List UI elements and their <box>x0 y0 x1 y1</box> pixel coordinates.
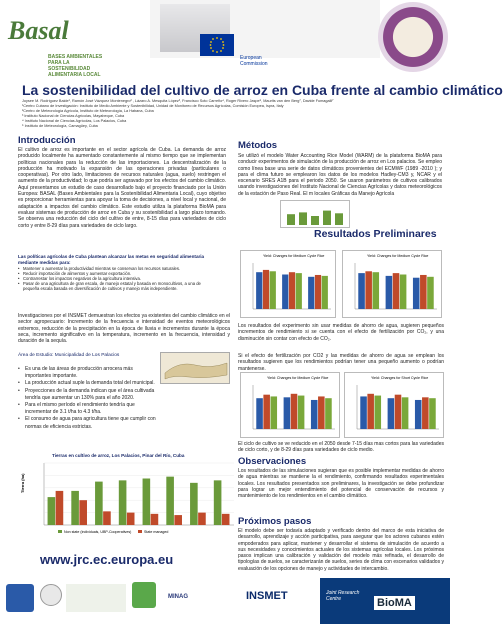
basal-logo-tagline: BASES AMBIENTALES PARA LA SOSTENIBILIDAD ALIMENTARIA LOCAL <box>48 54 103 78</box>
cooperation-logo <box>66 584 126 612</box>
bar <box>322 276 328 309</box>
bar-nonstate <box>71 491 79 525</box>
bar <box>289 272 295 309</box>
bar-nonstate <box>48 497 56 525</box>
policies-box <box>18 254 218 318</box>
bar-nonstate <box>119 480 127 525</box>
bar <box>365 271 372 309</box>
bioma-logo: BioMA <box>374 596 415 610</box>
bar-state <box>174 515 182 525</box>
bar <box>282 275 288 310</box>
policies-heading: Las políticas agrícolas de Cuba plantean alcanzar las metas en seguridad alimentaria mediante medidas para: <box>18 254 205 265</box>
next-steps-heading: Próximos pasos <box>238 516 312 527</box>
policies-list <box>18 266 218 291</box>
list-item: • Proyecciones de la demanda indican que el área cultivada tendría que aumentar un 130% para el año 2020. <box>18 388 158 402</box>
am-logo <box>132 582 156 608</box>
methods-inset-chart <box>280 200 350 228</box>
results-heading: Resultados Preliminares <box>314 228 437 240</box>
bar-nonstate <box>95 482 103 525</box>
bar <box>299 212 307 225</box>
poster-header <box>0 0 450 80</box>
chart-title: Yield: Changes for Medium Cycle Rice <box>263 254 325 258</box>
results-text-3: El ciclo de cultivo se ve reducido en el 2050 desde 7-15 días mas cortos para las variedades de ciclo corto, y de 8-29 días para variedades de ciclo medio. <box>238 441 444 454</box>
bar <box>367 394 374 429</box>
affiliation: ⁵ Instituto de Meteorología, Camagüey, Cuba <box>22 124 98 128</box>
bar <box>270 396 277 429</box>
chart-title: Tierras en cultivo de arroz, Los Palacios, Pinar del Río, Cuba <box>52 453 185 458</box>
list-item: • Pasar de una agricultura de gran escala, de manejo estatal y basada en monocultivos, a una de pequeña escala basada en diversificación de cultivos y manejo más independiente. <box>18 281 218 291</box>
bar-nonstate <box>214 480 222 525</box>
bar-nonstate <box>143 479 151 526</box>
bar <box>323 211 331 225</box>
legend-label-nonstate: Non state (individuals, UBP-Cooperatives) <box>64 530 132 534</box>
bar-state <box>79 500 87 525</box>
bar <box>298 396 305 429</box>
bar <box>325 398 332 429</box>
bar <box>263 270 269 309</box>
bar-state <box>56 491 64 525</box>
bar <box>311 216 319 225</box>
bar-nonstate <box>190 483 198 525</box>
bar <box>402 397 409 429</box>
bar <box>393 273 400 309</box>
basal-logo <box>8 8 108 78</box>
ec-name-line2: Commission <box>240 61 268 67</box>
bar-nonstate <box>166 477 174 525</box>
inset-chart-bars <box>287 211 343 225</box>
ec-name-line1: European <box>240 55 262 61</box>
undp-logo <box>6 584 34 612</box>
yield-chart-medium-1 <box>240 250 336 318</box>
study-area-list <box>18 366 158 431</box>
bar <box>311 400 318 429</box>
chart-bars <box>48 477 230 525</box>
yield-chart-short <box>344 372 444 438</box>
minag-logo: MINAG <box>168 594 188 600</box>
observations-text: Los resultados de las simulaciones sugieran que es posible implementar medidas de ahorro de agua mientras se mantiene la el rendimiento, confirmando resultados experimentales locales. Los resultados presentados son preliminares, la investigación se debe profundizar para lograr un mejor entendimiento del potencial de conservación de recursos y mantenimiento de los rendimientos en el cambio climático. <box>238 468 444 500</box>
bar <box>415 400 422 429</box>
bar <box>388 398 395 429</box>
footer-url[interactable]: www.jrc.ec.europa.eu <box>40 552 174 567</box>
bar <box>427 277 434 309</box>
chart-bars <box>253 263 331 309</box>
ec-name <box>240 55 268 67</box>
list-item: • La producción actual suple la demanda total del municipal. <box>18 380 158 387</box>
bar <box>296 273 302 309</box>
bar <box>270 271 276 309</box>
list-item: • Es una de las áreas de producción arrocera más importantes importante. <box>18 366 158 380</box>
eu-flag-icon <box>200 34 234 56</box>
study-area-map <box>160 352 230 384</box>
list-item: • Para el mismo período el rendimiento tendría que incrementar de 3.1 t/ha to 4.3 t/ha. <box>18 402 158 416</box>
affiliation: ²Centro de Meteorología Agrícola, Instituto de Meteorología, La Habana, Cuba <box>22 109 154 113</box>
bar <box>413 278 420 309</box>
insmet-text: Investigaciones por el INSMET demuestran los efectos ya existentes del cambio climático en el sector agropecuario: Incremento de la frecuencia e intensidad de eventos meteorológicos extremos, reducción de la precipitación en la época de lluvia e incrementos durante la época seca, incremento significativo en la temperatura, incremento en la frecuencia, intensidad y duración de la sequía. <box>18 313 230 345</box>
affiliation: ¹Centro Cubano de Investigación: Instituto de Medio Ambiente y Sostenibilidad, Unidad de Monitoreo de Recursos Agrícolas, Comisión Europea, Ispra, Italy <box>22 104 284 108</box>
bar <box>420 275 427 309</box>
bar-state <box>151 514 159 525</box>
chart-title: Yield: Changes for Short Cycle Rice <box>371 376 429 380</box>
chart-title: Yield: Changes for Medium Cycle Rice <box>367 254 429 258</box>
legend-label-state: State managed <box>144 530 169 534</box>
bar <box>386 276 393 309</box>
bar <box>284 397 291 429</box>
poster-title: La sostenibilidad del cultivo de arroz en Cuba frente al cambio climático <box>22 82 503 98</box>
bar <box>287 214 295 225</box>
ministry-seal-logo <box>40 584 62 606</box>
jrc-text: Joint Research Centre <box>326 590 360 602</box>
yield-chart-medium-2 <box>342 250 442 318</box>
bar <box>291 394 298 429</box>
results-text-1: Los resultados del experimento sin usar medidas de ahorro de agua, sugieren pequeños incrementos de rendimiento si se cuenta con el efecto de fertilización por CO₂, y una disminución sin contar con efecto de CO₂. <box>238 323 444 342</box>
methods-text: Se utilizó el modelo Water Accounting Rice Model (WARM) de la plataforma BioMA para conducir experimentos de simulación de la producción de arroz en Los palacios. Se empleo como línea base una serie de datos climáticos provenientes del ECMWF (1989 -2010 ); y para el clima futuro se emplearon los datos de los modelos Hadley-CM3 y, NCAR y el escenario SRES A1B para el periodo 2050. Se usaron parámetros de cultivos calibrados usando investigaciones del Instituto Nacional de Ciencias Agrícolas y datos meteorológicos de la estación de Paso Real. El m locales Gráficas da Manejo Agrícola <box>238 153 442 197</box>
bar-state <box>198 513 206 525</box>
bar <box>422 397 429 429</box>
intro-heading: Introducción <box>18 135 76 146</box>
conference-seal-logo <box>378 2 448 72</box>
bar-state <box>222 514 230 525</box>
chart-bars <box>357 385 439 429</box>
chart-bars <box>253 385 335 429</box>
authors-line: Joysee M. Rodríguez Baide¹, Ramón José Vázquez Montenegro² , Lázaro A. Mesquita López³, Francisco Soto Carreño⁴, Roger Rivero Jaspe⁵, Maurits van den Berg⁷, Davide Fumagalli⁷ <box>22 99 334 103</box>
authors-block <box>22 99 432 129</box>
basal-logo-word: Basal <box>8 16 69 45</box>
legend-swatch-nonstate <box>58 530 62 533</box>
bar <box>263 395 270 429</box>
rice-land-chart <box>18 451 238 536</box>
methods-heading: Métodos <box>238 140 278 151</box>
legend-swatch-state <box>138 530 142 533</box>
bar <box>335 213 343 225</box>
affiliation: ³ Instituto Nacional de Ciencias Agrícolas, Mayabeque, Cuba <box>22 114 125 118</box>
y-axis-label: Tierra (ha) <box>20 473 25 493</box>
observations-heading: Observaciones <box>238 456 307 467</box>
bar <box>400 275 407 310</box>
bar <box>372 272 379 309</box>
chart-title: Yield: Changes for Medium Cycle Rice <box>267 376 329 380</box>
yield-chart-medium-3 <box>240 372 340 438</box>
chart-bars <box>355 263 437 309</box>
next-steps-text: El modelo debe ser todavía adaptado y verificado dentro del marco de esta iniciativa de desarrollo, aprendizaje y acción participativa, para asegurar que los actores cubanos estén empoderados para aplicar, mantener y desarrollar el sistema de simulación de acuerdo a sus necesidades y conocimientos actuales de los sistemas agrícolas locales. Los próximos pasos implican una calibración y validación del modelo más refinada, el desarrollo de tipologías de suelos, se caracterizarán de suelos, series de clima con escenarios validados y evaluación de los opciones de manejo y actividades de intercambio. <box>238 528 444 572</box>
bar <box>318 396 325 429</box>
list-item: • El consumo de agua para agricultura tiene que cumplir con normas de eficiencia estrictas. <box>18 416 158 430</box>
bar <box>360 396 367 429</box>
bar <box>256 272 262 309</box>
bar <box>374 396 381 429</box>
bar <box>308 277 314 309</box>
list-item: • Contrarrestar los impactos negativos de la agricultura intensiva. <box>18 276 218 281</box>
list-item: • Reducir importación de alimentos y aumentar exportación. <box>18 271 218 276</box>
bar <box>395 395 402 429</box>
bar <box>315 275 321 309</box>
list-item: • Mantener o aumentar la productividad mientras se conservan los recursos naturales. <box>18 266 218 271</box>
bar-state <box>127 513 135 525</box>
bar <box>256 398 263 429</box>
bar <box>429 398 436 429</box>
insmet-logo: INSMET <box>246 590 288 602</box>
study-area-label: Área de Estudio: Municipalidad de Los Palacios <box>18 353 120 358</box>
results-text-2: Si el efecto de fertilización por CO2 y las medidas de ahorro de agua se emplean los resultados sugieren que los rendimientos podrían tener una pequeño aumento o podrían mantenerse. <box>238 353 444 372</box>
affiliation: ⁴ Instituto Nacional de Ciencias Agrícolas, Los Palacios, Cuba <box>22 119 127 123</box>
bar <box>358 273 365 309</box>
bar-state <box>103 511 111 525</box>
intro-text: El cultivo de arroz es importante en el sector agrícola de Cuba. La demanda de arroz producido localmente ha aumentado constantemente al mismo tiempo que se implementan políticas nacionales para la reducción de las importaciones. La descentralización de la producción ha motivado la expansión de las operaciones privadas (particulares o cooperativas). Por otro lado, limitaciones de recursos naturales (agua, suelo) restringen el aumento de la productividad; lo que podría ser agravado por los efectos del cambio climático. Aquí presentamos un estudio de caso desarrollado bajo el proyecto financiado por la Unión Europea: BASAL (Bases Ambientales para la Sostenibilidad Alimentaria Local), cuyo objetivo es proporcionar herramientas para apoyar la toma de decisiones, a nivel local y nacional, de adaptación a impactos del cambio climático. Este estudio utiliza la plataforma BioMA para evaluar sistemas de producción de arroz en Cuba y su sostenibilidad a largo plazo tomando. Se observa una reducción del ciclo del cultivo de entre, 8-15 días para variedades de ciclo corto y entre 8-29 días para variedades de ciclo largo. <box>18 147 226 229</box>
